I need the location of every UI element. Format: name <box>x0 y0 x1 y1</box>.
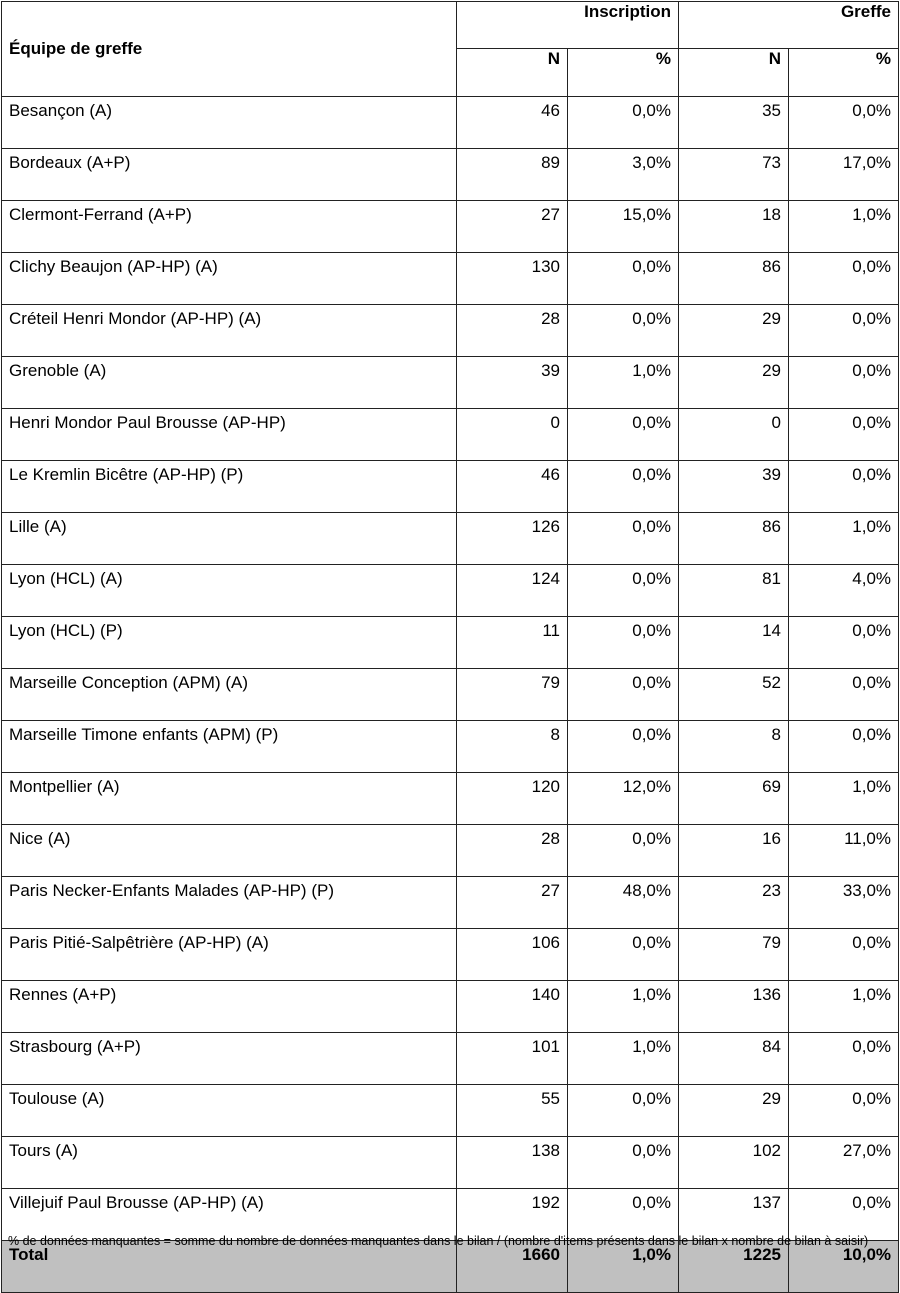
team-name-cell: Lille (A) <box>2 513 457 565</box>
table-row <box>2 981 899 1033</box>
inscription-pct-cell: 0,0% <box>568 565 679 617</box>
greffe-pct-cell: 0,0% <box>789 721 899 773</box>
greffe-n-cell: 0 <box>679 409 789 461</box>
team-column-header: Équipe de greffe <box>2 2 457 97</box>
greffe-n-cell: 29 <box>679 357 789 409</box>
footnote: % de données manquantes = somme du nombre de données manquantes dans le bilan / (nombre d'items présents dans le bilan x nombre de bilan à saisir) <box>8 1234 869 1248</box>
inscription-n-cell: 106 <box>457 929 568 981</box>
greffe-pct-cell: 4,0% <box>789 565 899 617</box>
team-name-cell: Paris Pitié-Salpêtrière (AP-HP) (A) <box>2 929 457 981</box>
inscription-pct-cell: 0,0% <box>568 669 679 721</box>
table-row <box>2 1033 899 1085</box>
greffe-n-cell: 39 <box>679 461 789 513</box>
team-name-cell: Lyon (HCL) (A) <box>2 565 457 617</box>
team-name-cell: Toulouse (A) <box>2 1085 457 1137</box>
table-row <box>2 1137 899 1189</box>
inscription-n-cell: 27 <box>457 877 568 929</box>
greffe-group-header: Greffe <box>679 2 899 49</box>
greffe-n-cell: 136 <box>679 981 789 1033</box>
table-row <box>2 721 899 773</box>
greffe-pct-cell: 11,0% <box>789 825 899 877</box>
greffe-n-cell: 84 <box>679 1033 789 1085</box>
inscription-n-cell: 124 <box>457 565 568 617</box>
inscription-n-cell: 8 <box>457 721 568 773</box>
team-name-cell: Clichy Beaujon (AP-HP) (A) <box>2 253 457 305</box>
inscription-pct-cell: 0,0% <box>568 97 679 149</box>
inscription-pct-cell: 0,0% <box>568 513 679 565</box>
greffe-pct-cell: 1,0% <box>789 773 899 825</box>
greffe-pct-cell: 27,0% <box>789 1137 899 1189</box>
table-row <box>2 617 899 669</box>
greffe-pct-cell: 0,0% <box>789 1085 899 1137</box>
greffe-n-header: N <box>679 49 789 97</box>
greffe-n-cell: 79 <box>679 929 789 981</box>
inscription-pct-cell: 0,0% <box>568 253 679 305</box>
table-row <box>2 357 899 409</box>
inscription-n-cell: 79 <box>457 669 568 721</box>
team-name-cell: Rennes (A+P) <box>2 981 457 1033</box>
inscription-pct-cell: 0,0% <box>568 1189 679 1241</box>
table-row <box>2 253 899 305</box>
table-row <box>2 1085 899 1137</box>
greffe-n-cell: 8 <box>679 721 789 773</box>
table-row <box>2 929 899 981</box>
greffe-n-cell: 81 <box>679 565 789 617</box>
inscription-n-cell: 28 <box>457 825 568 877</box>
inscription-n-cell: 89 <box>457 149 568 201</box>
inscription-pct-cell: 1,0% <box>568 1033 679 1085</box>
inscription-pct-cell: 0,0% <box>568 825 679 877</box>
inscription-n-cell: 101 <box>457 1033 568 1085</box>
table-row <box>2 513 899 565</box>
inscription-n-cell: 55 <box>457 1085 568 1137</box>
greffe-n-cell: 69 <box>679 773 789 825</box>
inscription-pct-cell: 48,0% <box>568 877 679 929</box>
table-row <box>2 773 899 825</box>
greffe-pct-cell: 0,0% <box>789 929 899 981</box>
inscription-n-cell: 27 <box>457 201 568 253</box>
greffe-pct-cell: 1,0% <box>789 981 899 1033</box>
greffe-pct-cell: 0,0% <box>789 357 899 409</box>
inscription-pct-cell: 0,0% <box>568 409 679 461</box>
inscription-pct-cell: 0,0% <box>568 1137 679 1189</box>
inscription-pct-cell: 1,0% <box>568 357 679 409</box>
missing-data-table <box>1 1 899 1293</box>
greffe-pct-cell: 1,0% <box>789 513 899 565</box>
table-body <box>2 97 899 1293</box>
greffe-n-cell: 35 <box>679 97 789 149</box>
total-team-name-cell: Total <box>2 1241 457 1293</box>
total-inscription-n-cell: 1660 <box>457 1241 568 1293</box>
team-name-cell: Marseille Timone enfants (APM) (P) <box>2 721 457 773</box>
greffe-pct-cell: 0,0% <box>789 253 899 305</box>
table-row <box>2 877 899 929</box>
greffe-pct-cell: 0,0% <box>789 1189 899 1241</box>
inscription-n-cell: 120 <box>457 773 568 825</box>
greffe-n-cell: 86 <box>679 513 789 565</box>
inscription-group-header: Inscription <box>457 2 679 49</box>
team-name-cell: Marseille Conception (APM) (A) <box>2 669 457 721</box>
greffe-n-cell: 102 <box>679 1137 789 1189</box>
greffe-n-cell: 52 <box>679 669 789 721</box>
inscription-n-cell: 138 <box>457 1137 568 1189</box>
table-row <box>2 565 899 617</box>
greffe-pct-cell: 0,0% <box>789 669 899 721</box>
team-name-cell: Le Kremlin Bicêtre (AP-HP) (P) <box>2 461 457 513</box>
inscription-pct-cell: 0,0% <box>568 1085 679 1137</box>
team-name-cell: Villejuif Paul Brousse (AP-HP) (A) <box>2 1189 457 1241</box>
inscription-pct-cell: 0,0% <box>568 305 679 357</box>
table-row <box>2 149 899 201</box>
greffe-n-cell: 16 <box>679 825 789 877</box>
table-row <box>2 461 899 513</box>
team-name-cell: Paris Necker-Enfants Malades (AP-HP) (P) <box>2 877 457 929</box>
team-name-cell: Grenoble (A) <box>2 357 457 409</box>
inscription-n-header: N <box>457 49 568 97</box>
inscription-n-cell: 39 <box>457 357 568 409</box>
inscription-pct-cell: 12,0% <box>568 773 679 825</box>
inscription-n-cell: 0 <box>457 409 568 461</box>
inscription-n-cell: 126 <box>457 513 568 565</box>
inscription-pct-cell: 0,0% <box>568 721 679 773</box>
team-name-cell: Henri Mondor Paul Brousse (AP-HP) <box>2 409 457 461</box>
inscription-n-cell: 11 <box>457 617 568 669</box>
greffe-pct-cell: 0,0% <box>789 97 899 149</box>
greffe-pct-cell: 0,0% <box>789 461 899 513</box>
team-name-cell: Créteil Henri Mondor (AP-HP) (A) <box>2 305 457 357</box>
greffe-pct-cell: 17,0% <box>789 149 899 201</box>
inscription-n-cell: 46 <box>457 97 568 149</box>
total-greffe-pct-cell: 10,0% <box>789 1241 899 1293</box>
greffe-pct-cell: 33,0% <box>789 877 899 929</box>
group-header-row <box>2 2 899 49</box>
team-name-cell: Nice (A) <box>2 825 457 877</box>
greffe-pct-cell: 0,0% <box>789 617 899 669</box>
team-name-cell: Clermont-Ferrand (A+P) <box>2 201 457 253</box>
team-name-cell: Strasbourg (A+P) <box>2 1033 457 1085</box>
inscription-n-cell: 28 <box>457 305 568 357</box>
greffe-pct-cell: 0,0% <box>789 1033 899 1085</box>
greffe-n-cell: 29 <box>679 1085 789 1137</box>
inscription-pct-cell: 1,0% <box>568 981 679 1033</box>
inscription-n-cell: 130 <box>457 253 568 305</box>
greffe-pct-cell: 0,0% <box>789 305 899 357</box>
team-name-cell: Besançon (A) <box>2 97 457 149</box>
team-name-cell: Bordeaux (A+P) <box>2 149 457 201</box>
table-row <box>2 305 899 357</box>
total-greffe-n-cell: 1225 <box>679 1241 789 1293</box>
table-row <box>2 409 899 461</box>
greffe-pct-cell: 1,0% <box>789 201 899 253</box>
table-row <box>2 97 899 149</box>
inscription-n-cell: 192 <box>457 1189 568 1241</box>
greffe-n-cell: 73 <box>679 149 789 201</box>
inscription-pct-cell: 15,0% <box>568 201 679 253</box>
greffe-n-cell: 137 <box>679 1189 789 1241</box>
greffe-n-cell: 14 <box>679 617 789 669</box>
team-name-cell: Lyon (HCL) (P) <box>2 617 457 669</box>
inscription-pct-cell: 0,0% <box>568 617 679 669</box>
inscription-pct-header: % <box>568 49 679 97</box>
greffe-n-cell: 23 <box>679 877 789 929</box>
greffe-pct-header: % <box>789 49 899 97</box>
table-row <box>2 669 899 721</box>
inscription-pct-cell: 0,0% <box>568 929 679 981</box>
inscription-n-cell: 46 <box>457 461 568 513</box>
greffe-n-cell: 18 <box>679 201 789 253</box>
team-name-cell: Tours (A) <box>2 1137 457 1189</box>
greffe-n-cell: 86 <box>679 253 789 305</box>
table-row <box>2 201 899 253</box>
total-inscription-pct-cell: 1,0% <box>568 1241 679 1293</box>
inscription-pct-cell: 3,0% <box>568 149 679 201</box>
greffe-pct-cell: 0,0% <box>789 409 899 461</box>
inscription-n-cell: 140 <box>457 981 568 1033</box>
table-row <box>2 825 899 877</box>
greffe-n-cell: 29 <box>679 305 789 357</box>
team-name-cell: Montpellier (A) <box>2 773 457 825</box>
inscription-pct-cell: 0,0% <box>568 461 679 513</box>
